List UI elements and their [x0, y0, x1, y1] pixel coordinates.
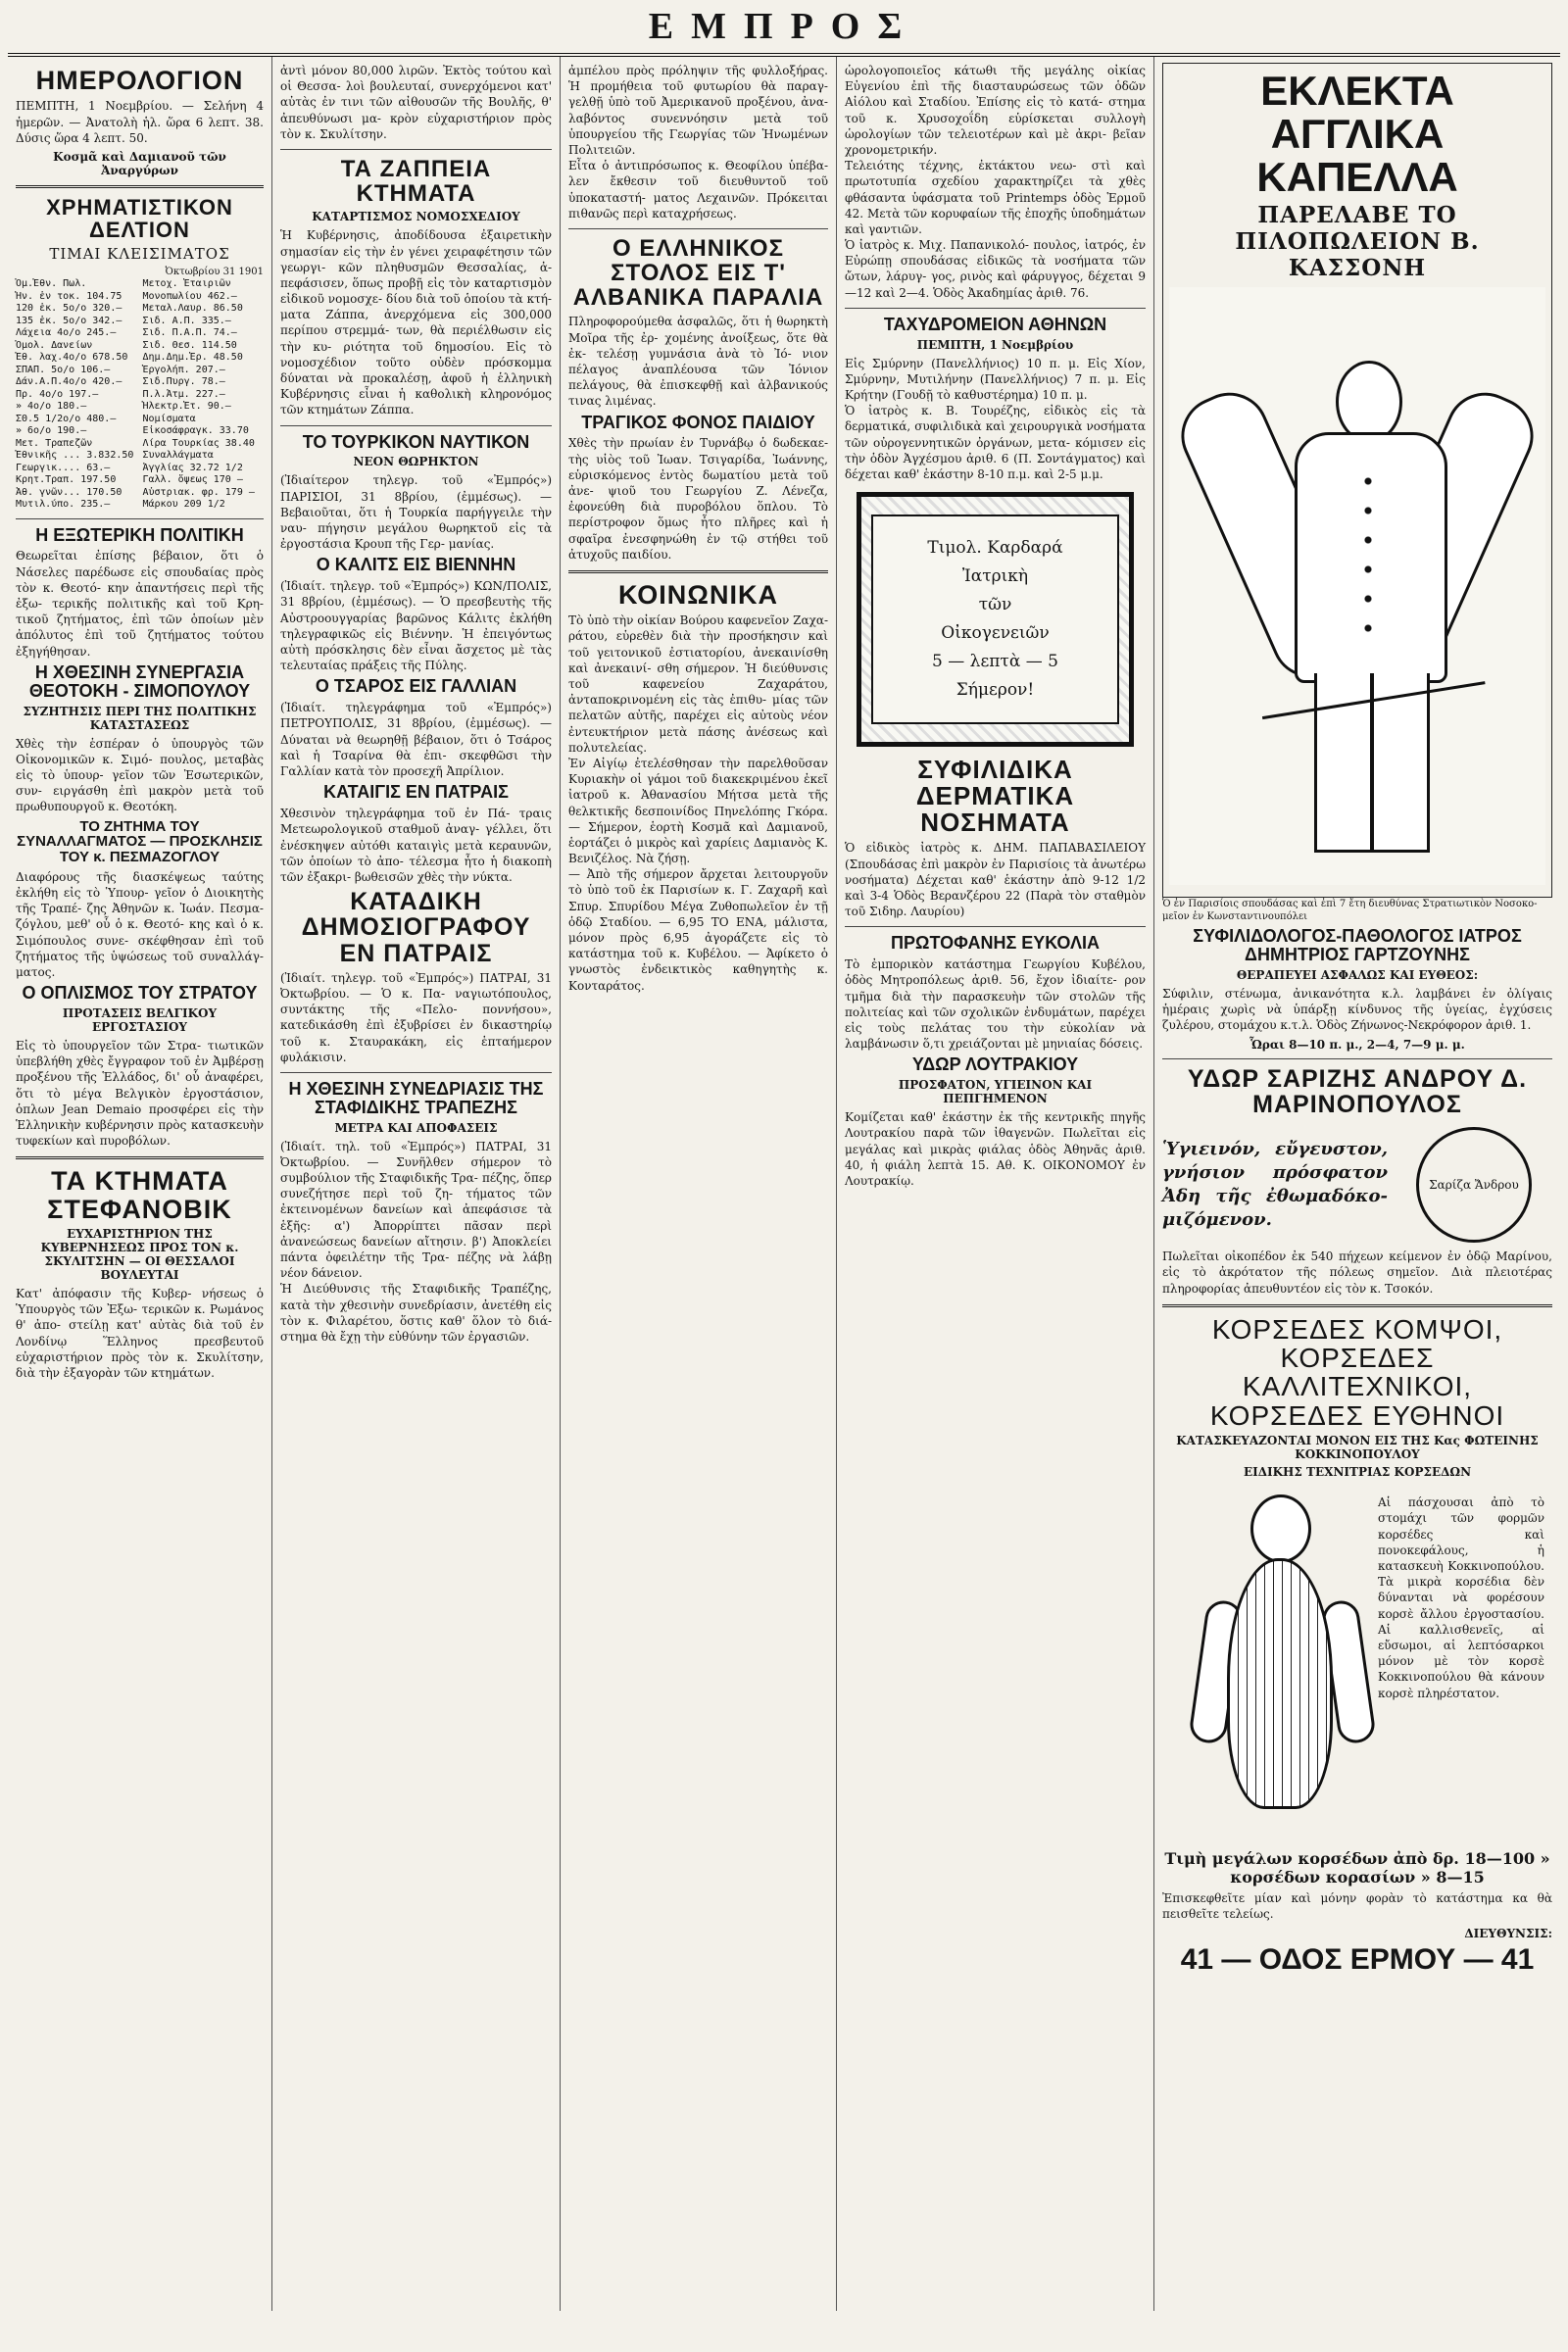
- doctor-caption: Ὁ ἐν Παρισίοις σπουδάσας καὶ ἐπὶ 7 ἔτη διευθύνας Στρατιωτικὸν Νοσοκο- μεῖον ἐν Κωνσταντινουπόλει: [1162, 899, 1538, 923]
- corset-price: Τιμὴ μεγάλων κορσέδων ἀπὸ δρ. 18—100 » κορσέδων κορασίων » 8—15: [1164, 1849, 1550, 1887]
- medical-guide-ad-line: Τιμολ. Καρδαρά: [927, 538, 1063, 559]
- woman-drawing: [1198, 1494, 1364, 1838]
- market-row-right: Εἰκοσάφραγκ. 33.70: [142, 425, 249, 437]
- calendar-text: ΠΕΜΠΤΗ, 1 Νοεμβρίου. — Σελήνη 4 ἡμερῶν. — Ἀνατολὴ ἡλ. ὥρα 6 λεπτ. 38. Δύσις ὥρα 4 λεπτ. 50.: [16, 99, 264, 145]
- market-row-left: Ὁμ.Ἐθν. Πωλ.: [16, 278, 87, 290]
- tailor-text: Τελειότης τέχνης, ἐκτάκτου νεω- στὶ καὶ πρωτοτυπία σχεδίου χαρακτηρίζει τὰ χθὲς φθάσαντα ὑφάσματα τοῦ Printemps ὁδὸς Ἑρμοῦ 42. Μετὰ τῶν κορυφαίων τῆς ἐποχῆς ὑποδημάτων καὶ γαντιῶν.: [845, 159, 1146, 236]
- market-row-left: 135 ἐκ. 5ο/ο 342.—: [16, 315, 122, 326]
- press-title: ΚΑΤΑΔΙΚΗ ΔΗΜΟΣΙΟΓΡΑΦΟΥ ΕΝ ΠΑΤΡΑΙΣ: [301, 888, 531, 967]
- water-ad-text: Ὑγιεινόν, εὔγευστον, γνήσιον πρόσφατον Ἀδη τῆς ἐθωμαδόκο- μιζόμενον.: [1162, 1138, 1388, 1231]
- corset-address: 41 — ΟΔΟΣ ΕΡΜΟΥ — 41: [1180, 1942, 1535, 1976]
- corset-text: Αἱ πάσχουσαι ἀπὸ τὸ στομάχι τῶν φορμῶν κορσέδες καὶ πονοκεφάλους, ἡ κατασκευὴ Κοκκινοπούλου. Τὰ μικρὰ κορσέδια δὲν δύνανται νὰ φορέσουν κορσὲ ἄλλου ἐργοστασίου. Αἱ καλλισθενεῖς, αἱ εὔσωμοι, αἱ λεπτόσαρκοι μόνον μὲ τὸν κορσὲ Κοκκινοπούλου θὰ κάνουν κορσὲ πληρέστατον.: [1378, 1495, 1544, 1700]
- syphilis-text: Ὁ εἰδικὸς ἰατρὸς κ. ΔΗΜ. ΠΑΠΑΒΑΣΙΛΕΙΟΥ (Σπουδάσας ἐπὶ μακρὸν ἐν Παρισίοις τὰ ἀνωτέρω νοσήματα) Δέχεται καθ' ἑκάστην ἀπὸ 9-12 1/2 καὶ 3-4 Ὁδὸς Βερανζέρου 22 (Παρὰ τὸν σταθμὸν τοῦ Σιδηρ. Λαυρίου): [845, 841, 1146, 919]
- murder-title: ΤΡΑΓΙΚΟΣ ΦΟΝΟΣ ΠΑΙΔΙΟΥ: [581, 412, 815, 432]
- social-text-3: — Ἀπὸ τῆς σήμερον ἄρχεται λειτουργοῦν τὸ ὑπὸ τοῦ ἐκ Παρισίων κ. Γ. Ζαχαρῆ καὶ Σπυρ. Σπυρίδου Μέγα Ζυθοπωλεῖον ἐν τῇ ὁδῷ Σταδίου. — 6,95 ΤΟ ΕΝΑ, μάλιστα, μόνον πρὸς 6,95 ἀγοράζετε εἰς τὸ κατάστημα τοῦ κ. Κυβέλου. — Ἀφίκετο ὁ γνωστὸς ἐνδεικτικὸς καθηγητὴς κ. Κονταράτος.: [568, 867, 828, 993]
- column-4-top-text: ὡρολογοποιεῖος κάτωθι τῆς μεγάλης οἰκίας Εὐγενίου ἐπὶ τῆς διασταυρώσεως τῶν ὁδῶν Αἰόλου καὶ Σταδίου. Ἐπίσης εἰς τὸ κατά- στημα τοῦ κ. Χρυσοχοΐδη εὑρίσκεται συλλογὴ ὡρολογίων τῶν τελειοτέρων καὶ μὲ ἀκρι- βεῖαν χρονομετρικήν.: [845, 64, 1146, 157]
- market-row-right: Μάρκου 209 1/2: [142, 499, 225, 511]
- section-divider: [568, 228, 828, 229]
- bank-text-2: Ἡ Διεύθυνσις τῆς Σταφιδικῆς Τραπέζης, κατὰ τὴν χθεσινὴν συνεδρίασιν, ἀνετέθη εἰς τὸν κ. Φιλαρέτου, ὅστις καθ' ὅλον τὸ διά- στημα θὰ ἔχῃ τὴν εὐθύνην τῶν ἐργασιῶν.: [280, 1282, 552, 1344]
- doctor-hours: Ὧραι 8—10 π. μ., 2—4, 7—9 μ. μ.: [1250, 1037, 1465, 1052]
- hat-ad-title: ΕΚΛΕΚΤΑ ΑΓΓΛΙΚΑ ΚΑΠΕΛΛΑ: [1256, 68, 1458, 201]
- storm-text: Χθεσινὸν τηλεγράφημα τοῦ ἐν Πά- τραις Μετεωρολογικοῦ σταθμοῦ ἀναγ- γέλλει, ὅτι ἐνέσκηψεν αὐτόθι καταιγὶς μετὰ κεραυνῶν, τῶν ὁποίων τὸ ἀπο- τέλεσμα ἦτο ἡ διακοπὴ τῶν ἐξακρι- βωθεισῶν χθὲς τὴν νύκτα.: [280, 807, 552, 884]
- medical-guide-ad-line: τῶν: [978, 594, 1012, 614]
- newspaper-title: ΕΜΠΡΟΣ: [648, 6, 920, 47]
- water-text: Κομίζεται καθ' ἑκάστην ἐκ τῆς κεντρικῆς πηγῆς Λουτρακίου παρὰ τῶν ἰθαγενῶν. Πωλεῖται εἰς μεγάλας καὶ μικρὰς φιάλας ὁδὸς Ἀθηνᾶς ἀριθ. 40, ἡ φιάλη λεπτὰ 15. Αθ. Κ. ΟΙΚΟΝΟΜΟΥ ἐν Λουτρακίῳ.: [845, 1110, 1146, 1189]
- column-3-top-text: ἀμπέλου πρὸς πρόληψιν τῆς φυλλοξήρας. Ἡ προμήθεια τοῦ φυτωρίου θὰ παραγ- γελθῇ ὑπὸ τοῦ Ἀμερικανοῦ προξένου, ἀνα- λαβόντος συνεννόησιν μετὰ τοῦ ὑπουργείου τῆς Γεωργίας τῶν Ἡνωμένων Πολιτειῶν.: [568, 64, 828, 157]
- sync-title: Η ΧΘΕΣΙΝΗ ΣΥΝΕΡΓΑΣΙΑ ΘΕΟΤΟΚΗ - ΣΙΜΟΠΟΥΛΟΥ: [28, 662, 251, 701]
- corset-illustration: [1162, 1487, 1552, 1839]
- section-divider: [16, 1156, 264, 1159]
- bank-subtitle: ΜΕΤΡΑ ΚΑΙ ΑΠΟΦΑΣΕΙΣ: [334, 1120, 498, 1135]
- market-row-right: Ἀγγλίας 32.72 1/2: [142, 462, 243, 473]
- exchange-title: ΤΟ ΖΗΤΗΜΑ ΤΟΥ ΣΥΝΑΛΛΑΓΜΑΤΟΣ — ΠΡΟΣΚΛΗΣΙΣ ΤΟΥ κ. ΠΕΣΜΑΖΟΓΛΟΥ: [17, 817, 263, 866]
- bank-text: (Ἰδιαίτ. τηλ. τοῦ «Ἐμπρός») ΠΑΤΡΑΙ, 31 Ὀκτωβρίου. — Συνῆλθεν σήμερον τὸ συμβούλιον τῆς Σταφιδικῆς Τρα- πέζης, ὅπερ συνεζήτησε περὶ τοῦ ζη- τήματος τῶν ἐκτεινομένων δανείων καὶ ἀπεφάσισε τὰ ἑξῆς: α') Ἀπορρίπτει πᾶσαν περὶ ἀνανεώσεως δανείων αἴτησιν. β') Ἀποκλείει πάντα ὀφειλέτην τῆς Τρα- πέζης νὰ λάβῃ νέον δάνειον.: [280, 1139, 552, 1281]
- post-subtitle: ΠΕΜΠΤΗ, 1 Νοεμβρίου: [916, 337, 1074, 352]
- market-row-right: Δημ.Δημ.Ἐρ. 48.50: [142, 352, 243, 364]
- storm-title: ΚΑΤΑΙΓΙΣ ΕΝ ΠΑΤΡΑΙΣ: [323, 782, 509, 803]
- syphilis-title: ΣΥΦΙΛΙΔΙΚΑ ΔΕΡΜΑΤΙΚΑ ΝΟΣΗΜΑΤΑ: [915, 754, 1075, 838]
- sync-text: Χθὲς τὴν ἑσπέραν ὁ ὑπουργὸς τῶν Οἰκονομικῶν κ. Σιμό- πουλος, μεταβὰς εἰς τὸ ὑπουρ- γεῖον τῶν Ἐσωτερικῶν, συν- ειργάσθη ἐπὶ μακρὸν μετὰ τοῦ πρωθυπουργοῦ κ. Θεοτόκη.: [16, 736, 264, 814]
- market-row-right: Ἠλεκτρ.Ἑτ. 90.—: [142, 401, 231, 413]
- water-seal: [1416, 1127, 1532, 1243]
- bank-title: Η ΧΘΕΣΙΝΗ ΣΥΝΕΔΡΙΑΣΙΣ ΤΗΣ ΣΤΑΦΙΔΙΚΗΣ ΤΡΑΠΕΖΗΣ: [288, 1078, 544, 1117]
- address-label: ΔΙΕΥΘΥΝΣΙΣ:: [1464, 1926, 1552, 1940]
- market-row-left: Μετ. Τραπεζῶν: [16, 437, 93, 449]
- army-subtitle: ΠΡΟΤΑΣΕΙΣ ΒΕΛΓΙΚΟΥ ΕΡΓΟΣΤΑΣΙΟΥ: [62, 1005, 218, 1034]
- medical-guide-ad-line: Σήμερον!: [956, 679, 1035, 700]
- market-row-left: Δάν.Α.Π.4ο/ο 420.—: [16, 376, 122, 388]
- market-row-left: ΣΠΑΠ. 5ο/ο 106.—: [16, 364, 111, 375]
- market-row-right: Μεταλ.Λαυρ. 86.50: [142, 303, 243, 315]
- water-ad-title: ΥΔΩΡ ΣΑΡΙΖΗΣ ΑΝΔΡΟΥ Δ. ΜΑΡΙΝΟΠΟΥΛΟΣ: [1187, 1064, 1528, 1118]
- press-text: (Ἰδιαίτ. τηλεγρ. τοῦ «Ἐμπρός») ΠΑΤΡΑΙ, 31 Ὀκτωβρίου. — Ὁ κ. Πα- ναγιωτόπουλος, συντάκτης τῆς «Πελο- ποννήσου», κατεδικάσθη ἐπὶ ἐξυβρίσει ἐν δικαστηρίῳ τοῦ κ. Σταυρακάκη, εἰς ἑπταήμερον φυλάκισιν.: [280, 970, 552, 1064]
- saints-line: Κοσμᾶ καὶ Δαμιανοῦ τῶν Ἀναργύρων: [53, 149, 226, 177]
- bulletin-title: ΠΡΩΤΟΦΑΝΗΣ ΕΥΚΟΛΙΑ: [891, 933, 1100, 954]
- sync-subtitle: ΣΥΖΗΤΗΣΙΣ ΠΕΡΙ ΤΗΣ ΠΟΛΙΤΙΚΗΣ ΚΑΤΑΣΤΑΣΕΩΣ: [23, 704, 257, 732]
- vienna-text: (Ἰδιαίτ. τηλεγρ. τοῦ «Ἐμπρός») ΚΩΝ/ΠΟΛΙΣ, 31 8βρίου, (ἐμμέσως). — Ὁ πρεσβευτὴς τῆς Αὐστροουγγαρίας βαρῶνος Κάλιτς ἐκλήθη τηλεγραφικῶς εἰς Βιέννην. Ἡ ἐπειγόντως αὐτὴ πρόσκλησις δὲν εἶναι ἄσχετος μὲ τὰς τελευταίας πράξεις τῆς Πύλης.: [280, 579, 552, 673]
- market-row-right: Π.λ.Ἀτμ. 227.—: [142, 388, 225, 400]
- medical-guide-ad: [857, 492, 1134, 746]
- navy-text: (Ἰδιαίτερον τηλεγρ. τοῦ «Ἐμπρός») ΠΑΡΙΣΙΟΙ, 31 8βρίου, (ἐμμέσως). — Βεβαιοῦται, ὅτι ἡ Τουρκία παρήγγειλε τὴν ναυ- πήγησιν μεγάλου θωρηκτοῦ εἰς τὰ ἐργοστάσια Κρουπ τῆς Γερ- μανίας.: [280, 473, 552, 552]
- column-1: [8, 57, 272, 2311]
- gentleman-illustration: [1169, 287, 1545, 885]
- medical-guide-ad-line: Οἰκογενειῶν: [941, 622, 1050, 643]
- doctor-text: Ὁ ἰατρὸς κ. Μιχ. Παπανικολό- πουλος, ἰατρός, ἐν Εὐρώπῃ σπουδάσας εἰδικῶς τὰ νοσήματα τῶν ὤτων, λάρυγ- γος, ρινὸς καὶ φάρυγγος, δέχεται 9—12 καὶ 2—4. Ὁδὸς Ἀκαδημίας ἀριθ. 76.: [845, 238, 1146, 300]
- market-row-right: Νομίσματα: [142, 413, 196, 424]
- section-divider: [845, 926, 1146, 927]
- market-row-left: Ἐθ. λαχ.4ο/ο 678.50: [16, 352, 128, 364]
- fleet-text: Πληροφορούμεθα ἀσφαλῶς, ὅτι ἡ θωρηκτὴ Μοῖρα τῆς ἐρ- χομένης ἀνοίξεως, ὅτε θὰ ἐκ- τελέσῃ γυμνάσια ἀνὰ τὸ Ἰό- νιον πέλαγος ἀναπλέουσα τῶν Ἰόνιον πελάγους, θὰ ἐπισκεφθῇ καὶ ἀλβανικούς τινας λιμένας.: [568, 315, 828, 409]
- hat-ad-subtitle: ΠΑΡΕΛΑΒΕ ΤΟ ΠΙΛΟΠΩΛΕΙΟΝ Β. ΚΑΣΣΟΝΗ: [1235, 202, 1480, 282]
- market-row-left: Ἀθ. γνῶν... 170.50: [16, 486, 122, 498]
- market-table: [16, 278, 264, 512]
- zappa-lead-text: ἀντὶ μόνον 80,000 λιρῶν. Ἐκτὸς τούτου καὶ οἱ Θεσσα- λοὶ βουλευταί, συνερχόμενοι κατ' αὐτὰς ἐν τινι τῶν αἰθουσῶν τῆς Βουλῆς, θ' ἀπευθύνωσι μα- κρὸν εὐχαριστήριον πρὸς τὸν κ. Σκυλίτσην.: [280, 64, 552, 141]
- market-row-left: » 4ο/ο 180.—: [16, 401, 87, 413]
- water-title: ΥΔΩΡ ΛΟΥΤΡΑΚΙΟΥ: [911, 1054, 1079, 1075]
- market-row-left: » 6ο/ο 190.—: [16, 425, 87, 437]
- tsar-title: Ο ΤΣΑΡΟΣ ΕΙΣ ΓΑΛΛΙΑΝ: [315, 676, 517, 697]
- water-seal-text: Σαρίζα Ἄνδρου: [1429, 1178, 1519, 1193]
- market-row-right: Σιδ.Πυργ. 78.—: [142, 376, 225, 388]
- market-row-right: Συναλλάγματα: [142, 450, 214, 462]
- bulletin-text: Τὸ ἐμπορικὸν κατάστημα Γεωργίου Κυβέλου, ὁδὸς Μητροπόλεως ἀριθ. 56, ἔχον ἰδιαίτε- ρον τμῆμα διὰ τὴν παρασκευὴν τῶν στολῶν τῆς πολιτείας καὶ τῶν σχολικῶν ἐνδυμάτων, παρέχει εἰς τοὺς πελάτας του τὴν εὐκολίαν νὰ λαμβάνωσιν ὅ,τι χρειάζονται μὲ μηνιαίας δόσεις.: [845, 957, 1146, 1052]
- market-row-right: Σιδ. Α.Π. 335.—: [142, 315, 231, 326]
- corset-contact: Ἐπισκεφθεῖτε μίαν καὶ μόνην φορὰν τὸ κατάστημα κα θὰ πεισθεῖτε τελείως.: [1162, 1891, 1552, 1922]
- market-row-left: Πρ. 4ο/ο 197.—: [16, 388, 99, 400]
- section-divider: [280, 425, 552, 426]
- market-row-right: Ἐργολήπ. 207.—: [142, 364, 225, 375]
- zappa-text: Ἡ Κυβέρνησις, ἀποδίδουσα ἐξαιρετικὴν σημασίαν εἰς τὴν ἐν γένει χειραφέτησιν τῶν γεωργι- κῶν πληθυσμῶν Θεσσαλίας, ἀ- πεφάσισεν, ὅπως προβῇ εἰς τὸν καταρτισμὸν εἰδικοῦ νομοσχε- δίου διὰ τοῦ ὁποίου τὰ κτή- ματα Ζάππα, ἀνερχόμενα εἰς 300,000 περίπου στρεμμά- των, θὰ περιέλθωσιν εἰς τὴν κυ- ριότητα τοῦ δημοσίου. Εἰς τὸ νομοσχέδιον τοῦτο οὐδὲν πρόσκομμα δύναται νὰ προκαλέσῃ, ἀφοῦ ἡ ἑλληνικὴ Κυβέρνησις εἶναι ἡ καθολικὴ κληρονόμος τῶν κτημάτων Ζάππα.: [280, 228, 552, 417]
- corset-title: ΚΟΡΣΕΔΕΣ ΚΟΜΨΟΙ, ΚΟΡΣΕΔΕΣ ΚΑΛΛΙΤΕΧΝΙΚΟΙ, ΚΟΡΣΕΔΕΣ ΕΥΘΗΝΟΙ: [1209, 1313, 1505, 1431]
- section-divider: [1162, 1304, 1552, 1307]
- vienna-title: Ο ΚΑΛΙΤΣ ΕΙΣ ΒΙΕΝΝΗΝ: [316, 555, 516, 575]
- market-row-right: Μονοπωλίου 462.—: [142, 290, 237, 302]
- estate-title: ΤΑ ΚΤΗΜΑΤΑ ΣΤΕΦΑΝΟΒΙΚ: [47, 1166, 232, 1224]
- calendar-title: ΗΜΕΡΟΛΟΓΙΟΝ: [35, 66, 244, 95]
- doctor-2-text: Ὁ ἰατρὸς κ. Β. Τουρέζης, εἰδικὸς εἰς τὰ δερματικά, συφιλιδικὰ καὶ χειρουργικὰ νοσήματα τῶν οὐρογεννητικῶν ὀργάνων, μετα- κόμισεν εἰς τὴν ὁδὸν Ἀγχέσμου ἀριθ. 6 (Π. Σοντάγματος) καὶ δέχεται καθ' ἑκάστην 8-10 π.μ. καὶ 2-5 μ.μ.: [845, 404, 1146, 482]
- water-subtitle: ΠΡΟΣΦΑΤΟΝ, ΥΓΙΕΙΝΟΝ ΚΑΙ ΠΕΠΓΗΜΕΝΟΝ: [898, 1078, 1093, 1106]
- medical-guide-ad-line: Ἰατρικὴ: [961, 566, 1029, 587]
- market-row-left: Λάχεια 4ο/ο 245.—: [16, 327, 117, 339]
- corset-subtitle-2: ΕΙΔΙΚΗΣ ΤΕΧΝΙΤΡΙΑΣ ΚΟΡΣΕΔΩΝ: [1243, 1465, 1472, 1480]
- navy-subtitle: ΝΕΟΝ ΘΩΡΗΚΤΟΝ: [353, 455, 479, 469]
- exchange-text: Διαφόρους τῆς διασκέψεως ταύτης ἐκλήθη εἰς τὸ Ὑπουρ- γεῖον ὁ Διοικητὴς τῆς Τραπέ- ζης Ἀθηνῶν κ. Ἰωάν. Πεσμα- ζόγλου, μεθ' οὗ ὁ κ. Θεοτό- κης καὶ ὁ κ. Σιμόπουλος συνε- σκέφθησαν ἐπὶ τοῦ ζητήματος τῆς ὑψώσεως τοῦ συναλλάγ- ματος.: [16, 869, 264, 979]
- doctor-title: ΣΥΦΙΛΙΔΟΛΟΓΟΣ-ΠΑΘΟΛΟΓΟΣ ΙΑΤΡΟΣ ΔΗΜΗΤΡΙΟΣ ΓΑΡΤΖΟΥΝΗΣ: [1193, 926, 1522, 965]
- murder-text: Χθὲς τὴν πρωίαν ἐν Τυρνάβῳ ὁ δωδεκαε- τὴς υἱὸς τοῦ Ἰωαν. Τσιγαρίδα, Ἰωάννης, εὑρισκόμενος ἐντὸς δωματίου μετὰ τοῦ ἀνε- ψιοῦ του Γεωργίου Ζ. Λένεζα, ἐφονεύθη διὰ πυροβόλου ὅπλου. Τὸ περίστροφον ὅμως ἦτο πλῆρες καὶ ἡ σφαῖρα ἐνεσφηνώθη ἐν τῷ στήθει τοῦ ἀτυχοῦς παιδίου.: [568, 436, 828, 562]
- estate-text: Κατ' ἀπόφασιν τῆς Κυβερ- νήσεως ὁ Ὑπουργὸς τῶν Ἐξω- τερικῶν κ. Ρωμάνος θ' ἀπο- στείλῃ κατ' αὐτὰς διὰ τοῦ ἐν Λονδίνῳ Ἕλληνος πρεσβευτοῦ εὐχαριστήριον πρὸς τὸν κ. Σκυλίτσην, διὰ τὴν ἐξαγορὰν τῶν κτημάτων.: [16, 1286, 264, 1380]
- section-divider: [16, 518, 264, 519]
- water-bottom-text: Πωλεῖται οἰκοπέδον ἐκ 540 πήχεων κείμενον ἐν ὁδῷ Μαρίνου, εἰς τὸ ἀκρότατον τῆς πόλεως σημεῖον. Διὰ πλειοτέρας πληροφορίας ἀπευθυντέον εἰς τὸν κ. Τσοκόν.: [1162, 1250, 1552, 1296]
- market-left-list: [16, 278, 137, 512]
- market-right-list: [143, 278, 265, 512]
- post-text: Εἰς Σμύρνην (Πανελλήνιος) 10 π. μ. Εἰς Χίον, Σμύρνην, Μυτιλήνην (Πανελλήνιος) 7 π. μ. Εἰς Κρήτην (Γουδῇ τὸ καθυστέρημα) 10 π. μ.: [845, 356, 1146, 403]
- head-drawing: [1336, 361, 1402, 443]
- market-row-right: Αὐστριακ. φρ. 179 —: [142, 486, 255, 498]
- market-row-left: Ὁμολ. Δανείων: [16, 339, 93, 351]
- estate-subtitle: ΕΥΧΑΡΙΣΤΗΡΙΟΝ ΤΗΣ ΚΥΒΕΡΝΗΣΕΩΣ ΠΡΟΣ ΤΟΝ κ. ΣΚΥΛΙΤΣΗΝ — ΟΙ ΘΕΣΣΑΛΟΙ ΒΟΥΛΕΥΤΑΙ: [40, 1226, 239, 1282]
- water-ad-body: [1162, 1121, 1552, 1249]
- medical-guide-ad-text: [871, 514, 1119, 723]
- market-row-left: Ἠν. ἐν τοκ. 104.75: [16, 290, 122, 302]
- market-row-right: Γαλλ. ὄψεως 170 —: [142, 474, 243, 486]
- doctor-text: Σύφιλιν, στένωμα, ἀνικανότητα κ.λ. λαμβάνει ἐν ὀλίγαις ἡμέραις χωρὶς νὰ ὑπάρξῃ κίνδυνος τῆς ὑγείας, ἐγχύσεις ζυλέρου, στομάχου κ.τ.λ. Ὁδὸς Ζήνωνος-Νεκρόφορον ἀριθ. 1.: [1162, 987, 1552, 1033]
- doctor-subtitle: ΘΕΡΑΠΕΥΕΙ ΑΣΦΑΛΩΣ ΚΑΙ ΕΥΘΕΟΣ:: [1236, 968, 1479, 983]
- tsar-text: (Ἰδιαίτ. τηλεγράφημα τοῦ «Ἐμπρός») ΠΕΤΡΟΥΠΟΛΙΣ, 31 8βρίου, (ἐμμέσως). — Δύναται νὰ θεωρηθῇ βέβαιον, ὅτι ὁ Τσάρος καὶ ἡ Τσαρίνα θὰ ἐπι- σκεφθῶσι τὴν Γαλλίαν κατὰ τὸν προσεχῆ Ἀπρίλιον.: [280, 701, 552, 779]
- woman-head-drawing: [1250, 1494, 1311, 1563]
- market-row-left: ΣΘ.5 1/2ο/ο 480.—: [16, 413, 117, 424]
- column-4: [837, 57, 1154, 2311]
- coat-buttons-drawing: [1363, 466, 1373, 633]
- italy-text: Εἶτα ὁ ἀντιπρόσωπος κ. Θεοφίλου ὑπέβα- λεν ἔκθεσιν τοῦ διευθυντοῦ τοῦ ὑποκαταστή- ματος Λεχαινῶν. Πρόκειται πιθανῶς περὶ καταχρήσεως.: [568, 159, 828, 220]
- post-title: ΤΑΧΥΔΡΟΜΕΙΟΝ ΑΘΗΝΩΝ: [883, 314, 1107, 334]
- market-row-right: Μετοχ. Ἑταιριῶν: [142, 278, 231, 290]
- column-2: [272, 57, 561, 2311]
- market-row-right: Λίρα Τουρκίας 38.40: [142, 437, 255, 449]
- army-title: Ο ΟΠΛΙΣΜΟΣ ΤΟΥ ΣΤΡΑΤΟΥ: [22, 983, 258, 1004]
- zappa-subtitle: ΚΑΤΑΡΤΙΣΜΟΣ ΝΟΜΟΣΧΕΔΙΟΥ: [312, 210, 520, 224]
- hat-ad: [1162, 63, 1552, 898]
- market-subtitle: ΤΙΜΑΙ ΚΛΕΙΣΙΜΑΤΟΣ: [49, 245, 230, 264]
- foreign-policy-text: Θεωρεῖται ἐπίσης βέβαιον, ὅτι ὁ Νάσελες παρέδωσε εἰς σπουδαίας πρὸς τὸν κ. Θεοτό- κην ἀπαντήσεις περὶ τῆς ἐξω- τερικῆς πολιτικῆς καὶ τοῦ Κρη- τικοῦ ζητήματος, ἐπὶ τῶν ὁποίων μὲν ἀπόλυτος ἐπὶ τοῦ ζητήματος τούτου ἐξηγήθησαν.: [16, 549, 264, 659]
- army-text: Εἰς τὸ ὑπουργεῖον τῶν Στρα- τιωτικῶν ὑπεβλήθη χθὲς ἔγγραφον τοῦ ἐν Ἀμβέρσῃ προξένου τῆς Ἑλλάδος, δι' οὗ ἀναφέρει, ὅτι τὸ μέγα Βελγικὸν ἐργοστάσιον, ὁπλων Jean Demaio προσφέρει εἰς τὴν Ἑλληνικὴν κυβέρνησιν πρὸς κατασκευὴν τυφεκίων καὶ πυροβόλων.: [16, 1038, 264, 1149]
- market-row-left: Γεωργικ.... 63.—: [16, 462, 111, 473]
- corset-subtitle: ΚΑΤΑΣΚΕΥΑΖΟΝΤΑΙ ΜΟΝΟΝ ΕΙΣ ΤΗΣ Κας ΦΩΤΕΙΝΗΣ ΚΟΚΚΙΝΟΠΟΥΛΟΥ: [1176, 1434, 1539, 1462]
- market-row-left: 120 ἐκ. 5ο/ο 320.—: [16, 303, 122, 315]
- masthead: [8, 0, 1560, 57]
- section-divider: [568, 570, 828, 573]
- market-date: Ὀκτωβρίου 31 1901: [165, 267, 264, 278]
- section-divider: [280, 149, 552, 150]
- social-title: ΚΟΙΝΩΝΙΚΑ: [618, 579, 778, 610]
- section-divider: [1162, 1058, 1552, 1059]
- section-divider: [16, 185, 264, 188]
- navy-title: ΤΟ ΤΟΥΡΚΙΚΟΝ ΝΑΥΤΙΚΟΝ: [302, 431, 530, 452]
- social-text-2: Ἐν Αἰγίῳ ἐτελέσθησαν τὴν παρελθοῦσαν Κυριακὴν οἱ γάμοι τοῦ διακεκριμένου ἐκεῖ ἰατροῦ κ. Ἀθανασίου Μήτσα μετὰ τῆς θελκτικῆς δεσποινίδος Πηνελόπης Γκόρα. — Σήμερον, ἑορτὴ Κοσμᾶ καὶ Δαμιανοῦ, ἑορτάζει ὁ μικρὸς καὶ χαρίεις Δαμιανὸς Κ. Βενιζέλος. Νὰ ζήσῃ.: [568, 756, 828, 866]
- market-row-left: Κρητ.Τραπ. 197.50: [16, 474, 117, 486]
- section-divider: [280, 1072, 552, 1073]
- market-row-right: Σιδ. Θεσ. 114.50: [142, 339, 237, 351]
- market-row-left: Ἐθνικῆς ... 3.832.50: [16, 450, 134, 462]
- column-3: [561, 57, 837, 2311]
- foreign-policy-title: Η ΕΞΩΤΕΡΙΚΗ ΠΟΛΙΤΙΚΗ: [35, 524, 244, 545]
- market-title: ΧΡΗΜΑΤΙΣΤΙΚΟΝ ΔΕΛΤΙΟΝ: [46, 194, 233, 242]
- fleet-title: Ο ΕΛΛΗΝΙΚΟΣ ΣΤΟΛΟΣ ΕΙΣ Τ' ΑΛΒΑΝΙΚΑ ΠΑΡΑΛΙΑ: [572, 234, 824, 312]
- corset-drawing: [1227, 1558, 1333, 1809]
- zappa-title: ΤΑ ΖΑΠΠΕΙΑ ΚΤΗΜΑΤΑ: [340, 155, 492, 208]
- column-5: [1154, 57, 1560, 2311]
- market-row-right: Σιδ. Π.Α.Π. 74.—: [142, 327, 237, 339]
- medical-guide-ad-line: 5 — λεπτὰ — 5: [932, 651, 1058, 671]
- market-row-left: Μυτιλ.ύπο. 235.—: [16, 499, 111, 511]
- newspaper-columns: [8, 57, 1560, 2311]
- social-text-1: Τὸ ὑπὸ τὴν οἰκίαν Βούρου καφενεῖον Ζαχα- ράτου, εὑρεθὲν διὰ τὴν προσήκησιν καὶ τοῦ γειτονικοῦ ἐστιατορίου, ἀνεκαινίσθη καὶ ἀνεκαινί- σθη σήμερον. Ἡ διεύθυνσις τοῦ καφενείου Ζαχαράτου, ἀνταποκρινομένη εἰς τὰς ἐπιθυ- μίας τῶν πελατῶν αὐτῆς, παρέχει εἰς αὐτοὺς νέον ἐντευκτήριον μετὰ πάσης ἀνέσεως καὶ πολυτελείας.: [568, 613, 828, 755]
- section-divider: [845, 308, 1146, 309]
